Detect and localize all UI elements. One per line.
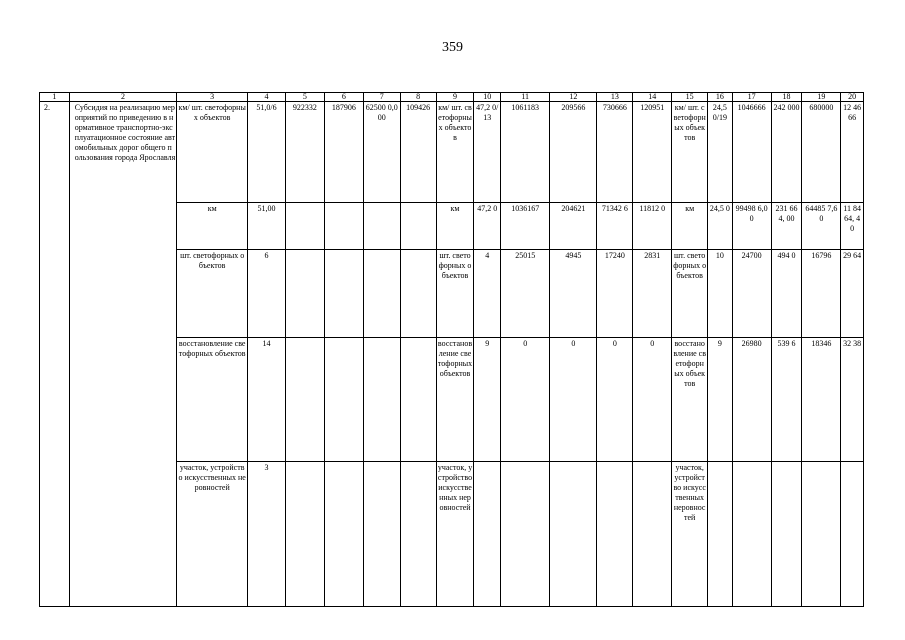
table-cell: 204621 [550,203,597,250]
header-row [40,93,864,102]
table-cell [324,250,363,338]
table-cell [771,462,802,607]
table-cell: 47,2 0 [474,203,501,250]
table-cell: 4945 [550,250,597,338]
table-cell [324,462,363,607]
measure-description: Субсидия на реализацию мероприятий по приведению в нормативное транспортно-эксплуатационное состояние автомобильных дорог общего пользования города Ярославля [69,102,177,607]
table-cell: 539 6 [771,338,802,462]
table-cell [324,203,363,250]
table-cell: 4 [474,250,501,338]
table-cell [474,462,501,607]
table-cell: 0 [501,338,550,462]
header-cell: 20 [841,93,864,102]
table-cell: 25015 [501,250,550,338]
unit-cell: шт. светофорных объектов [672,250,708,338]
table-cell [400,462,436,607]
header-cell: 3 [177,93,248,102]
unit-cell: восстановление светофорных объектов [177,338,248,462]
header-cell: 19 [802,93,841,102]
table-cell: 9 [708,338,733,462]
table-cell [633,462,672,607]
table-cell: 11 84 64, 40 [841,203,864,250]
table-cell [400,250,436,338]
unit-cell: шт. светофорных объектов [177,250,248,338]
table-cell: 494 0 [771,250,802,338]
unit-cell: восстановление светофорных объектов [672,338,708,462]
table-cell: 730666 [597,102,633,203]
table-cell [708,462,733,607]
table-cell: 1036167 [501,203,550,250]
table-cell: 24,5 0 [708,203,733,250]
table-cell: 109426 [400,102,436,203]
table-cell: 11812 0 [633,203,672,250]
unit-cell: участок, устройство искусственных неровностей [672,462,708,607]
unit-cell: восстановление светофорных объектов [436,338,474,462]
header-cell: 17 [732,93,771,102]
table-cell: 2831 [633,250,672,338]
table-cell: 3 [248,462,286,607]
table-cell: 62500 0,000 [363,102,400,203]
header-cell: 13 [597,93,633,102]
table-cell [501,462,550,607]
table-cell [363,203,400,250]
table-cell [400,338,436,462]
table-cell [324,338,363,462]
table-cell: 6 [248,250,286,338]
table-cell [363,462,400,607]
unit-cell: шт. светофорных объектов [436,250,474,338]
table-cell: 0 [633,338,672,462]
unit-cell: км [177,203,248,250]
table-cell [802,462,841,607]
table-cell: 9 [474,338,501,462]
table-cell: 17240 [597,250,633,338]
table-cell: 71342 6 [597,203,633,250]
unit-cell: км/ шт. светофорных объектов [436,102,474,203]
table-cell: 0 [597,338,633,462]
table-cell [285,250,324,338]
table-cell [285,203,324,250]
table-cell: 16796 [802,250,841,338]
table-cell: 1046666 [732,102,771,203]
table-cell: 680000 [802,102,841,203]
unit-cell: участок, устройство искусственных неровностей [436,462,474,607]
table-cell: 0 [550,338,597,462]
header-cell: 9 [436,93,474,102]
table-cell: 24,5 0/19 [708,102,733,203]
table-cell [550,462,597,607]
header-cell: 10 [474,93,501,102]
header-cell: 18 [771,93,802,102]
table-cell: 51,0/6 [248,102,286,203]
unit-cell: км/ шт. светофорных объектов [672,102,708,203]
table-cell [841,462,864,607]
table-cell: 120951 [633,102,672,203]
header-cell: 8 [400,93,436,102]
header-cell: 16 [708,93,733,102]
unit-cell: участок, устройство искусственных неровностей [177,462,248,607]
table-cell: 922332 [285,102,324,203]
unit-cell: км/ шт. светофорных объектов [177,102,248,203]
data-table [39,92,864,607]
header-cell: 7 [363,93,400,102]
table-cell: 29 64 [841,250,864,338]
header-cell: 6 [324,93,363,102]
table-cell: 209566 [550,102,597,203]
table-cell [285,338,324,462]
table-cell: 242 000 [771,102,802,203]
row-number: 2. [40,102,70,607]
table-cell: 231 664, 00 [771,203,802,250]
table-cell: 26980 [732,338,771,462]
table-cell: 14 [248,338,286,462]
table-cell: 1061183 [501,102,550,203]
unit-cell: км [436,203,474,250]
table-cell [400,203,436,250]
table-row [40,102,864,203]
header-cell: 11 [501,93,550,102]
table-cell: 12 46 66 [841,102,864,203]
unit-cell: км [672,203,708,250]
header-cell: 4 [248,93,286,102]
table-cell: 32 38 [841,338,864,462]
table-cell: 24700 [732,250,771,338]
table-cell: 64485 7,60 [802,203,841,250]
table-cell: 99498 6,00 [732,203,771,250]
table-cell: 18346 [802,338,841,462]
table-cell [363,338,400,462]
page-number: 359 [442,40,463,55]
table-cell [732,462,771,607]
table-cell [285,462,324,607]
table-cell: 187906 [324,102,363,203]
header-cell: 5 [285,93,324,102]
table-cell: 10 [708,250,733,338]
header-cell: 14 [633,93,672,102]
table-cell [363,250,400,338]
header-cell: 1 [40,93,70,102]
header-cell: 15 [672,93,708,102]
header-cell: 12 [550,93,597,102]
table-cell: 51,00 [248,203,286,250]
table-cell [597,462,633,607]
header-cell: 2 [69,93,177,102]
table-cell: 47,2 0/13 [474,102,501,203]
